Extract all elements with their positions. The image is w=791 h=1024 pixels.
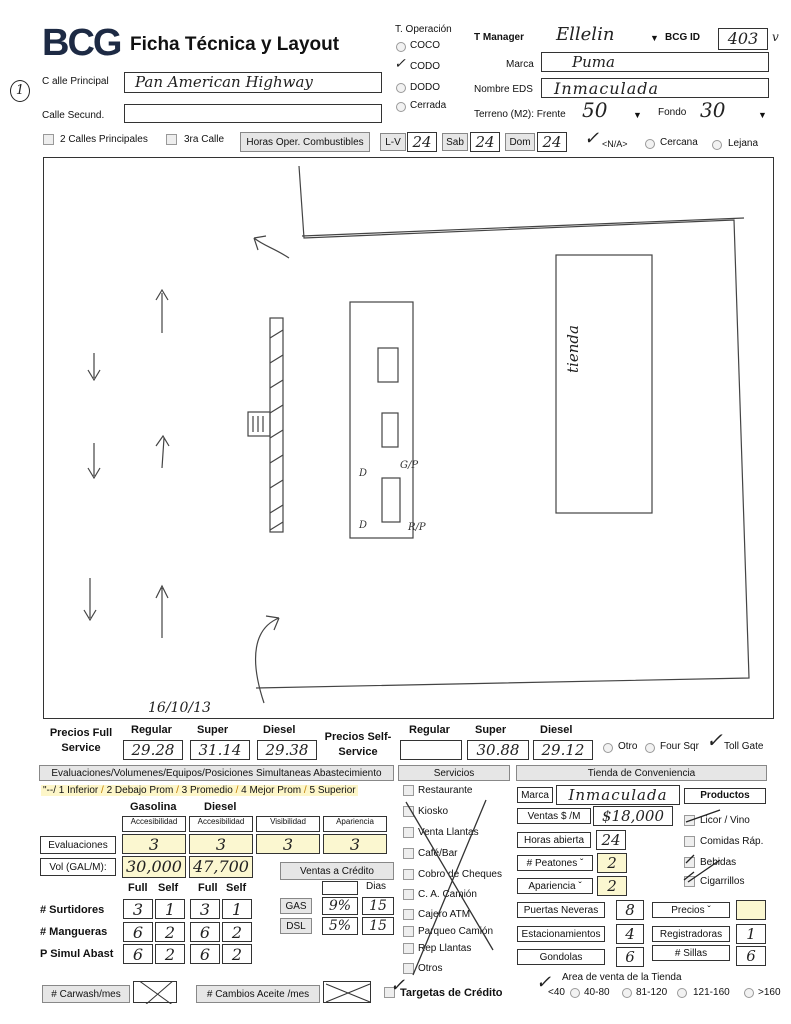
- self-regular-input[interactable]: [400, 740, 462, 760]
- tarjetas-label: Targetas de Crédito: [400, 987, 503, 999]
- precios-tienda-input[interactable]: [736, 900, 766, 920]
- dom-input[interactable]: 24: [537, 132, 567, 152]
- toll-gate-label: Toll Gate: [724, 741, 764, 752]
- otro-label: Otro: [618, 741, 638, 752]
- gas-dias-input[interactable]: 15: [362, 897, 394, 915]
- dodo-label: DODO: [410, 82, 440, 93]
- cercana-radio[interactable]: [645, 139, 655, 149]
- cafe-bar-label: Café/Bar: [418, 848, 458, 859]
- full-col-2: Full: [198, 882, 218, 894]
- otro-radio[interactable]: [603, 743, 613, 753]
- nombre-eds-label: Nombre EDS: [474, 84, 533, 95]
- bebidas-label: Bebidas: [700, 857, 737, 868]
- calle-secund-input[interactable]: [124, 104, 382, 123]
- property-boundary-line: [256, 166, 749, 688]
- self-super-input[interactable]: 30.88: [467, 740, 529, 760]
- sab-input[interactable]: 24: [470, 132, 500, 152]
- sub-label-acc2: Accesibilidad: [189, 816, 253, 832]
- toll-gate-check-mark: ✓: [706, 728, 723, 752]
- ca-camion-label: C. A. Camión: [418, 889, 477, 900]
- operation-label: T. Operación: [395, 24, 452, 35]
- estacionamientos-button[interactable]: Estacionamientos: [517, 926, 605, 942]
- marca-label: Marca: [506, 59, 534, 70]
- evaluaciones-button[interactable]: Evaluaciones: [40, 836, 116, 854]
- na-label: <N/A>: [602, 139, 628, 149]
- ventas-mes-input[interactable]: $18,000: [593, 806, 673, 826]
- kiosko-label: Kiosko: [418, 806, 449, 817]
- area-opt-4-radio[interactable]: [677, 988, 687, 998]
- sab-button[interactable]: Sab: [442, 133, 468, 151]
- arrow-down-3: [84, 578, 96, 620]
- gasolina-label: Gasolina: [130, 801, 177, 813]
- self-col-2: Self: [226, 882, 247, 894]
- codo-label: CODO: [410, 61, 440, 72]
- tercera-calle-checkbox[interactable]: [166, 134, 177, 145]
- na-check-mark: ✓: [584, 128, 600, 149]
- dsl-credit-button[interactable]: DSL: [280, 918, 312, 934]
- calle-secund-label: Calle Secund.: [42, 110, 105, 121]
- four-sqr-radio[interactable]: [645, 743, 655, 753]
- dsl-pct-input[interactable]: 5%: [322, 917, 358, 935]
- surtidores-full-dsl[interactable]: 3: [190, 899, 220, 919]
- full-diesel-input[interactable]: 29.38: [257, 740, 317, 760]
- tercera-calle-label: 3ra Calle: [184, 134, 225, 145]
- eval-apar-input[interactable]: 3: [323, 834, 387, 854]
- eval-acc2-input[interactable]: 3: [189, 834, 253, 854]
- annotation-number: 1: [15, 83, 25, 98]
- calle-principal-input[interactable]: Pan American Highway: [124, 72, 382, 93]
- self-diesel-input[interactable]: 29.12: [533, 740, 593, 760]
- mangueras-self-gas[interactable]: 2: [155, 922, 185, 942]
- vol-button[interactable]: Vol (GAL/M):: [40, 858, 116, 876]
- coco-label: COCO: [410, 40, 440, 51]
- arrow-up-3: [156, 586, 168, 638]
- gas-pct-input[interactable]: 9%: [322, 897, 358, 915]
- arrow-down-1: [88, 353, 100, 380]
- surtidores-full-gas[interactable]: 3: [123, 899, 153, 919]
- puertas-neveras-button[interactable]: Puertas Neveras: [517, 902, 605, 918]
- annotation-circle-number: [10, 80, 30, 102]
- tienda-header: Tienda de Conveniencia: [516, 765, 767, 781]
- col-super-self: Super: [475, 724, 507, 736]
- mangueras-full-dsl[interactable]: 6: [190, 922, 220, 942]
- ventas-mes-button[interactable]: Ventas $ /M: [517, 808, 591, 824]
- evaluaciones-header: Evaluaciones/Volumenes/Equipos/Posiciones Simultaneas Abastecimiento: [39, 765, 394, 781]
- sub-label-apar: Apariencia: [323, 816, 387, 832]
- sub-label-acc1: Accesibilidad: [122, 816, 186, 832]
- tienda-marca-input[interactable]: Inmaculada: [556, 785, 680, 805]
- gas-credit-button[interactable]: GAS: [280, 898, 312, 914]
- gondolas-button[interactable]: Gondolas: [517, 949, 605, 965]
- psimul-label: P Simul Abast: [40, 948, 114, 960]
- registradoras-button[interactable]: Registradoras: [652, 926, 730, 942]
- arrow-curve-top: [254, 236, 289, 258]
- precios-self-label: Precios Self-Service: [324, 731, 392, 758]
- pump-label-rp: R/P: [408, 522, 426, 533]
- t-manager-value[interactable]: Ellelin: [556, 24, 615, 45]
- t-manager-dropdown-icon[interactable]: ▼: [650, 33, 659, 43]
- cercana-label: Cercana: [660, 137, 698, 148]
- tienda-marca-button[interactable]: Marca: [517, 787, 553, 803]
- dom-button[interactable]: Dom: [505, 133, 535, 151]
- pump-label-d2: D: [359, 520, 368, 531]
- full-col-1: Full: [128, 882, 148, 894]
- sillas-input[interactable]: 6: [736, 946, 766, 966]
- comidas-label: Comidas Ráp.: [700, 836, 764, 847]
- dos-calles-checkbox[interactable]: [43, 134, 54, 145]
- tarjetas-check-mark: ✓: [390, 975, 406, 996]
- venta-llantas-label: Venta Llantas: [418, 827, 479, 838]
- bcg-id-input[interactable]: 403: [718, 28, 768, 50]
- area-opt-5-label: >160: [758, 987, 781, 998]
- peatones-button[interactable]: # Peatones ˇ: [517, 855, 593, 871]
- pump-label-d1: D: [359, 468, 368, 479]
- horas-abierta-input[interactable]: 24: [596, 830, 626, 850]
- cambios-aceite-input[interactable]: [323, 981, 371, 1003]
- tienda-sketch-label: tienda: [564, 325, 582, 373]
- gondolas-input[interactable]: 6: [616, 947, 644, 967]
- credito-pct-header: [322, 881, 358, 895]
- surtidores-label: # Surtidores: [40, 904, 105, 916]
- cajero-atm-label: Cajero ATM: [418, 909, 471, 920]
- bcg-id-label: BCG ID: [665, 32, 700, 43]
- mangueras-label: # Mangueras: [40, 926, 108, 938]
- radio-coco[interactable]: [396, 42, 406, 52]
- apariencia-button[interactable]: Apariencia ˇ: [517, 878, 593, 894]
- area-opt-3-radio[interactable]: [622, 988, 632, 998]
- fondo-dropdown-icon[interactable]: ▼: [758, 110, 767, 120]
- vol-diesel-input[interactable]: 47,700: [189, 856, 253, 878]
- sub-label-visib: Visibilidad: [256, 816, 320, 832]
- sketch-date: 16/10/13: [148, 700, 211, 716]
- terreno-label: Terreno (M2): Frente: [474, 109, 566, 120]
- bcg-logo: BCG: [42, 22, 121, 64]
- sillas-button[interactable]: # Sillas: [652, 945, 730, 961]
- nombre-eds-input[interactable]: Inmaculada: [541, 78, 769, 98]
- col-diesel-full: Diesel: [263, 724, 296, 736]
- cerrada-label: Cerrada: [410, 100, 447, 111]
- eval-acc1-input[interactable]: 3: [122, 834, 186, 854]
- eval-visib-input[interactable]: 3: [256, 834, 320, 854]
- radio-cerrada[interactable]: [396, 102, 406, 112]
- fondo-label: Fondo: [658, 107, 687, 118]
- area-opt-3-label: 81-120: [636, 987, 668, 998]
- otros-label: Otros: [418, 963, 443, 974]
- psimul-full-dsl[interactable]: 6: [190, 944, 220, 964]
- peatones-input[interactable]: 2: [597, 853, 627, 873]
- lejana-radio[interactable]: [712, 140, 722, 150]
- estacionamientos-input[interactable]: 4: [616, 924, 644, 944]
- area-check-mark: ✓: [536, 972, 552, 993]
- arrow-down-2: [88, 443, 100, 478]
- dos-calles-label: 2 Calles Principales: [60, 134, 148, 145]
- surtidores-self-gas[interactable]: 1: [155, 899, 185, 919]
- pump-label-gp: G/P: [400, 460, 419, 471]
- surtidores-self-dsl[interactable]: 1: [222, 899, 252, 919]
- calle-principal-label: C alle Principal: [42, 76, 109, 87]
- col-regular-self: Regular: [409, 724, 450, 736]
- page-title: Ficha Técnica y Layout: [130, 34, 340, 55]
- area-opt-4-label: 121-160: [693, 987, 730, 998]
- diesel-eval-label: Diesel: [204, 801, 237, 813]
- col-super-full: Super: [197, 724, 229, 736]
- cambios-aceite-button[interactable]: # Cambios Aceite /mes: [196, 985, 320, 1003]
- precios-full-label: Precios Full Service: [49, 727, 113, 754]
- psimul-self-dsl[interactable]: 2: [222, 944, 252, 964]
- psimul-full-gas[interactable]: 6: [123, 944, 153, 964]
- scale-legend: "--/ 1 Inferior / 2 Debajo Prom / 3 Promedio / 4 Mejor Prom / 5 Superior: [43, 785, 356, 796]
- col-regular-full: Regular: [131, 724, 172, 736]
- canopy-bar: [270, 318, 283, 532]
- fondo-value[interactable]: 30: [700, 98, 726, 122]
- cambios-cross-icon: [324, 982, 372, 1004]
- apariencia-input[interactable]: 2: [597, 876, 627, 896]
- area-opt-2-radio[interactable]: [570, 988, 580, 998]
- servicios-cross-out-icon: [398, 790, 508, 980]
- marca-input[interactable]: Puma: [541, 52, 769, 72]
- area-opt-5-radio[interactable]: [744, 988, 754, 998]
- servicios-header: Servicios: [398, 765, 510, 781]
- lv-input[interactable]: 24: [407, 132, 437, 152]
- dsl-dias-input[interactable]: 15: [362, 917, 394, 935]
- frente-value[interactable]: 50: [582, 98, 608, 122]
- cobro-cheques-label: Cobro de Cheques: [418, 869, 502, 880]
- horas-abierta-button[interactable]: Horas abierta: [517, 832, 591, 848]
- area-opt-2-label: 40-80: [584, 987, 610, 998]
- area-opt-1-label: <40: [548, 987, 565, 998]
- rep-llantas-label: Rep Llantas: [418, 943, 472, 954]
- precios-tienda-button[interactable]: Precios ˇ: [652, 902, 730, 918]
- mangueras-self-dsl[interactable]: 2: [222, 922, 252, 942]
- arrow-curve-bottom: [256, 616, 279, 703]
- lejana-label: Lejana: [728, 138, 759, 149]
- arrow-up-1: [156, 290, 168, 333]
- carwash-input[interactable]: [133, 981, 177, 1003]
- codo-check-mark: ✓: [394, 56, 406, 72]
- bcg-id-check: v: [772, 30, 779, 44]
- self-col-1: Self: [158, 882, 179, 894]
- restaurante-label: Restaurante: [418, 785, 473, 796]
- col-diesel-self: Diesel: [540, 724, 573, 736]
- productos-check-marks-icon: [680, 808, 740, 888]
- parqueo-camion-label: Parqueo Camión: [418, 926, 494, 937]
- productos-header: Productos: [684, 788, 766, 804]
- four-sqr-label: Four Sqr: [660, 741, 699, 752]
- puertas-neveras-input[interactable]: 8: [616, 900, 644, 920]
- horas-oper-button[interactable]: Horas Oper. Combustibles: [240, 132, 370, 152]
- registradoras-input[interactable]: 1: [736, 924, 766, 944]
- radio-dodo[interactable]: [396, 83, 406, 93]
- mangueras-full-gas[interactable]: 6: [123, 922, 153, 942]
- tienda-building-outline: [556, 255, 652, 513]
- layout-sketch: [44, 158, 775, 720]
- frente-dropdown-icon[interactable]: ▼: [633, 110, 642, 120]
- full-regular-input[interactable]: 29.28: [123, 740, 183, 760]
- full-super-input[interactable]: 31.14: [190, 740, 250, 760]
- cigarrillos-label: Cigarrillos: [700, 876, 745, 887]
- carwash-cross-icon: [134, 982, 178, 1004]
- dias-label: Dias: [366, 881, 387, 892]
- vol-gasolina-input[interactable]: 30,000: [122, 856, 186, 878]
- ventas-credito-button[interactable]: Ventas a Crédito: [280, 862, 394, 880]
- t-manager-label: T Manager: [474, 32, 525, 43]
- licor-label: Licor / Vino: [700, 815, 750, 826]
- layout-sketch-area[interactable]: [43, 157, 774, 719]
- psimul-self-gas[interactable]: 2: [155, 944, 185, 964]
- carwash-button[interactable]: # Carwash/mes: [42, 985, 130, 1003]
- arrow-up-2: [156, 436, 169, 468]
- area-venta-label: Area de venta de la Tienda: [562, 972, 682, 983]
- lv-button[interactable]: L-V: [380, 133, 406, 151]
